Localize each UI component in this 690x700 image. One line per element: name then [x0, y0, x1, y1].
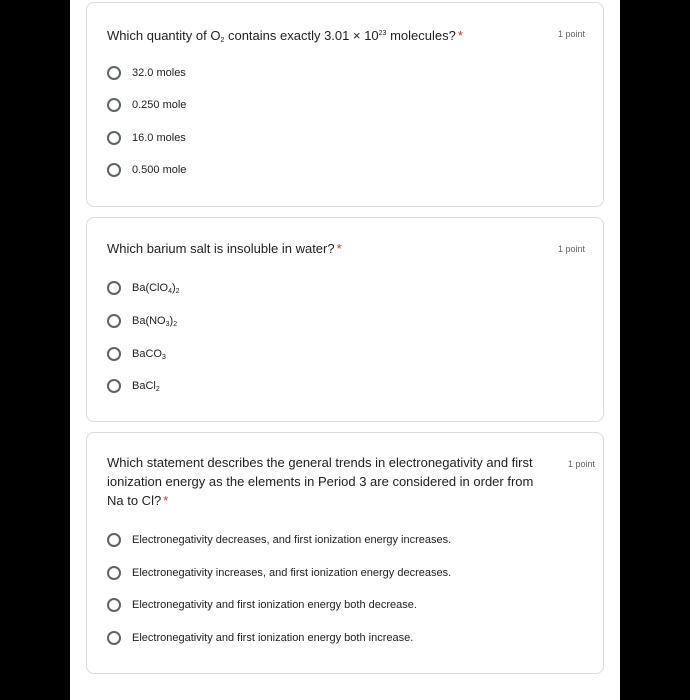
option-label: $Ba(ClO_4)_2$ — [132, 281, 180, 295]
required-asterisk: * — [457, 28, 463, 43]
radio-button[interactable] — [107, 163, 121, 177]
radio-button[interactable] — [107, 314, 121, 328]
radio-button[interactable] — [107, 379, 121, 393]
radio-button[interactable] — [107, 631, 121, 645]
option-label: 16.0 moles — [132, 132, 186, 144]
option-ba-clo4-2[interactable] — [107, 278, 180, 298]
option-both-decrease[interactable] — [107, 595, 417, 615]
option-label: BaCl$_2$ — [132, 379, 160, 393]
radio-button[interactable] — [107, 131, 121, 145]
points-label: 1 point — [557, 29, 585, 39]
points-label: 1 point — [557, 244, 585, 254]
option-bacl2[interactable] — [107, 376, 160, 396]
option-baco3[interactable] — [107, 344, 166, 364]
option-label: Electronegativity increases, and first ionization energy decreases. — [132, 567, 452, 579]
question-title: Which barium salt is insoluble in water? * — [107, 241, 342, 256]
option-label: 32.0 moles — [132, 67, 186, 79]
option-label: BaCO$_3$ — [132, 347, 166, 361]
radio-button[interactable] — [107, 566, 121, 580]
option-label: Electronegativity and first ionization energy both decrease. — [132, 599, 417, 611]
question-card-2 — [86, 217, 604, 422]
option-0-500-mole[interactable] — [107, 160, 186, 180]
option-ba-no3-2[interactable] — [107, 311, 177, 331]
required-asterisk: * — [336, 241, 342, 256]
option-32-moles[interactable] — [107, 63, 186, 83]
points-label: 1 point — [567, 459, 595, 469]
radio-button[interactable] — [107, 281, 121, 295]
option-label: Electronegativity and first ionization energy both increase. — [132, 632, 414, 644]
question-card-1 — [86, 2, 604, 207]
question-card-3 — [86, 432, 604, 674]
option-label: 0.250 mole — [132, 99, 187, 111]
option-label: 0.500 mole — [132, 164, 187, 176]
option-en-decreases-ie-increases[interactable] — [107, 530, 451, 550]
option-label: Electronegativity decreases, and first ionization energy increases. — [132, 534, 452, 546]
question-title: Which quantity of $O_2$ contains exactly $3.01 \times 10^{23}$ molecules? * — [107, 28, 463, 44]
option-label: $Ba(NO_3)_2$ — [132, 314, 178, 328]
option-16-moles[interactable] — [107, 128, 186, 148]
radio-button[interactable] — [107, 598, 121, 612]
form-sheet — [70, 0, 620, 700]
option-0-250-mole[interactable] — [107, 95, 186, 115]
radio-button[interactable] — [107, 66, 121, 80]
option-en-increases-ie-decreases[interactable] — [107, 563, 451, 583]
radio-button[interactable] — [107, 347, 121, 361]
required-asterisk: * — [163, 493, 169, 508]
option-both-increase[interactable] — [107, 628, 413, 648]
radio-button[interactable] — [107, 533, 121, 547]
radio-button[interactable] — [107, 98, 121, 112]
question-title: Which statement describes the general trends in electronegativity and first ionization energy as the elements in Period 3 are considered in order from Na to Cl? * — [107, 455, 534, 508]
